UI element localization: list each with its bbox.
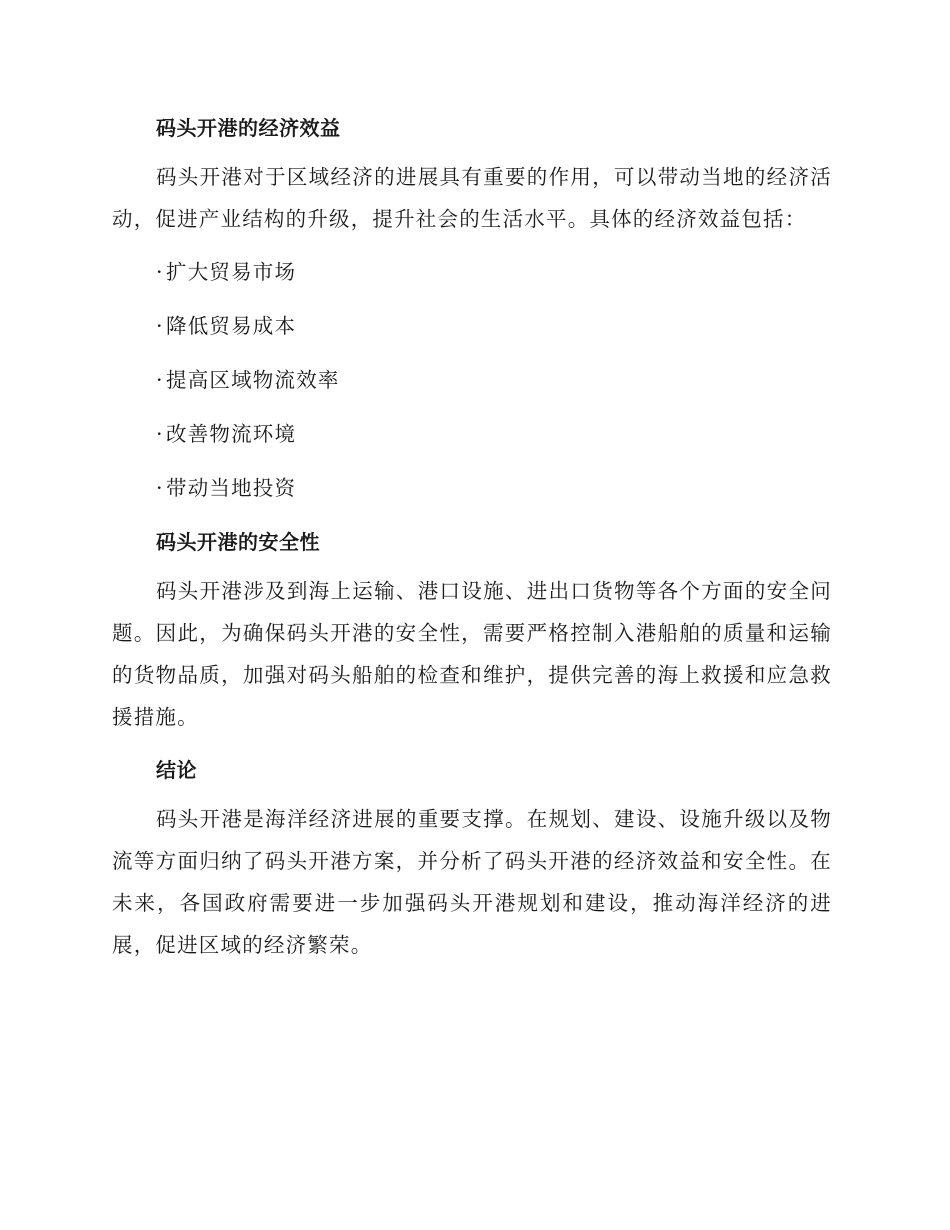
section-paragraph-safety: 码头开港涉及到海上运输、港口设施、进出口货物等各个方面的安全问题。因此，为确保码头开港的安全性，需要严格控制入港船舶的质量和运输的货物品质，加强对码头船舶的检查和维护，提供完善的海上救援和应急救援措施。 (112, 579, 832, 729)
list-item (112, 468, 832, 508)
bullet-marker: · (156, 260, 164, 284)
bullet-marker: · (156, 314, 164, 338)
list-item-text: 带动当地投资 (166, 476, 297, 500)
section-paragraph-conclusion: 码头开港是海洋经济进展的重要支撑。在规划、建设、设施升级以及物流等方面归纳了码头开港方案，并分析了码头开港的经济效益和安全性。在未来，各国政府需要进一步加强码头开港规划和建设，推动海洋经济的进展，促进区域的经济繁荣。 (112, 807, 832, 957)
list-item-text: 提高区域物流效率 (166, 368, 340, 392)
list-item (112, 414, 832, 454)
section-heading-conclusion: 结论 (156, 758, 197, 782)
section-heading-safety: 码头开港的安全性 (156, 530, 320, 554)
list-item (112, 252, 832, 292)
bullet-marker: · (156, 422, 164, 446)
section-paragraph-economic-benefits: 码头开港对于区域经济的进展具有重要的作用，可以带动当地的经济活动，促进产业结构的升级，提升社会的生活水平。具体的经济效益包括： (112, 165, 832, 231)
list-item-text: 改善物流环境 (166, 422, 297, 446)
benefits-list (112, 252, 832, 508)
list-item-text: 扩大贸易市场 (166, 260, 297, 284)
bullet-marker: · (156, 476, 164, 500)
section-heading-economic-benefits: 码头开港的经济效益 (156, 116, 341, 140)
document-page (112, 108, 832, 978)
bullet-marker: · (156, 368, 164, 392)
list-item-text: 降低贸易成本 (166, 314, 297, 338)
list-item (112, 306, 832, 346)
list-item (112, 360, 832, 400)
